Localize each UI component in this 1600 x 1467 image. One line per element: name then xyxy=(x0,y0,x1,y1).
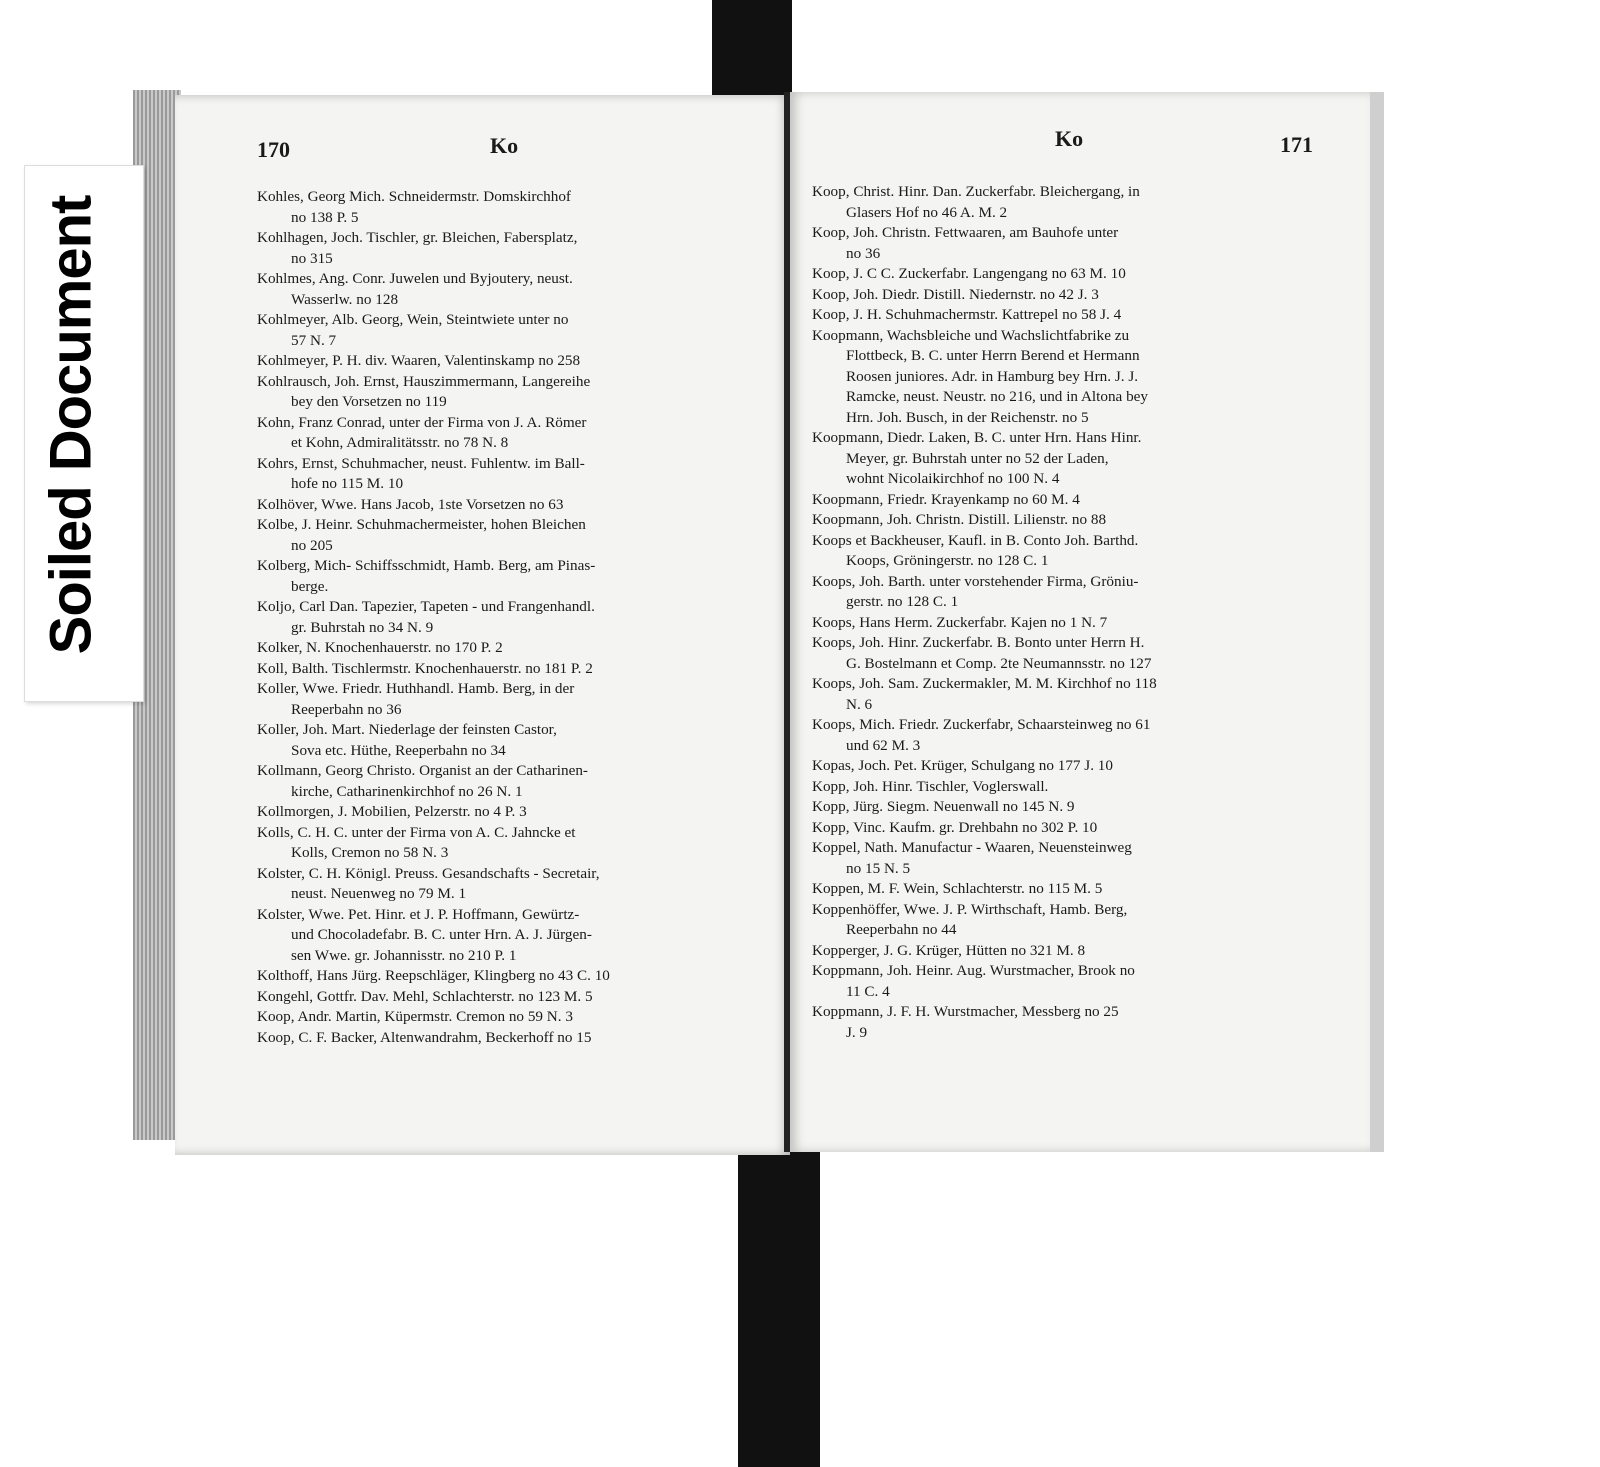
entry-line: Kolster, Wwe. Pet. Hinr. et J. P. Hoffmann, Gewürtz- xyxy=(257,905,580,923)
entry-continuation: hofe no 115 M. 10 xyxy=(291,475,404,492)
entry-continuation: 11 C. 4 xyxy=(846,982,890,1000)
directory-entry xyxy=(812,285,1312,306)
entry-line: Koop, Andr. Martin, Küpermstr. Cremon no 59 N. 3 xyxy=(257,1008,573,1025)
entry-line: Kohlmeyer, Alb. Georg, Wein, Steintwiete unter no xyxy=(257,311,569,328)
entry-line: Koller, Joh. Mart. Niederlage der feinsten Castor, xyxy=(257,721,557,738)
directory-entry xyxy=(812,572,1312,613)
entry-continuation: kirche, Catharinenkirchhof no 26 N. 1 xyxy=(291,782,523,800)
entry-line: Kopperger, J. G. Krüger, Hütten no 321 M. 8 xyxy=(812,941,1086,959)
entry-line: Kopp, Vinc. Kaufm. gr. Drehbahn no 302 P. 10 xyxy=(812,818,1098,836)
entry-continuation: Sova etc. Hüthe, Reeperbahn no 34 xyxy=(291,741,506,759)
directory-entry xyxy=(812,941,1312,962)
entry-line: Kopp, Joh. Hinr. Tischler, Voglerswall. xyxy=(812,777,1049,795)
directory-entry xyxy=(257,556,777,597)
directory-entry xyxy=(257,454,777,495)
page-number-left: 170 xyxy=(257,137,290,162)
entry-line: Koop, Joh. Diedr. Distill. Niedernstr. no 42 J. 3 xyxy=(812,285,1099,303)
directory-entry xyxy=(257,864,777,905)
entry-line: Koop, J. C C. Zuckerfabr. Langengang no 63 M. 10 xyxy=(812,265,1126,282)
directory-entry xyxy=(257,597,777,638)
page-heading-left: Ko xyxy=(490,133,519,158)
entry-line: Kolthoff, Hans Jürg. Reepschläger, Klingberg no 43 C. 10 xyxy=(257,967,610,984)
entry-line: Kopp, Jürg. Siegm. Neuenwall no 145 N. 9 xyxy=(812,798,1075,815)
directory-entry xyxy=(257,1028,777,1049)
directory-entry xyxy=(257,720,777,761)
directory-entry xyxy=(812,900,1312,941)
directory-entry xyxy=(812,633,1312,674)
directory-entry xyxy=(812,510,1312,531)
entry-continuation: wohnt Nicolaikirchhof no 100 N. 4 xyxy=(846,470,1060,487)
entry-line: Koops, Joh. Sam. Zuckermakler, M. M. Kirchhof no 118 xyxy=(812,675,1157,692)
entry-continuation: Roosen juniores. Adr. in Hamburg bey Hrn. J. J. xyxy=(846,367,1139,385)
directory-entry xyxy=(257,372,777,413)
entry-line: Koljo, Carl Dan. Tapezier, Tapeten - und Frangenhandl. xyxy=(257,598,595,615)
entry-line: Koop, C. F. Backer, Altenwandrahm, Beckerhoff no 15 xyxy=(257,1028,592,1046)
directory-entry xyxy=(257,351,777,372)
entry-continuation: Wasserlw. no 128 xyxy=(291,290,399,308)
directory-entry xyxy=(812,777,1312,798)
directory-entry xyxy=(257,987,777,1008)
entry-line: Koller, Wwe. Friedr. Huthhandl. Hamb. Berg, in der xyxy=(257,680,575,697)
entry-continuation: 57 N. 7 xyxy=(291,331,337,349)
page-number-right: 171 xyxy=(1280,132,1313,157)
entry-continuation: gerstr. no 128 C. 1 xyxy=(846,593,959,610)
entry-line: Kohn, Franz Conrad, unter der Firma von J. A. Römer xyxy=(257,413,587,431)
entry-line: Kolberg, Mich- Schiffsschmidt, Hamb. Berg, am Pinas- xyxy=(257,557,596,574)
directory-entry xyxy=(257,495,777,516)
directory-entry xyxy=(257,413,777,454)
entry-continuation: G. Bostelmann et Comp. 2te Neumannsstr. no 127 xyxy=(846,654,1152,672)
entry-continuation: Flottbeck, B. C. unter Herrn Berend et Hermann xyxy=(846,347,1140,364)
entry-line: Koop, J. H. Schuhmachermstr. Kattrepel no 58 J. 4 xyxy=(812,306,1122,323)
entry-continuation: no 205 xyxy=(291,536,333,554)
entry-line: Kolster, C. H. Königl. Preuss. Gesandschafts - Secretair, xyxy=(257,864,600,882)
directory-entry xyxy=(257,1007,777,1028)
entry-line: Kohrs, Ernst, Schuhmacher, neust. Fuhlentw. im Ball- xyxy=(257,454,585,472)
directory-entry xyxy=(812,305,1312,326)
entry-line: Koll, Balth. Tischlermstr. Knochenhauerstr. no 181 P. 2 xyxy=(257,659,593,677)
entry-continuation: Koops, Gröningerstr. no 128 C. 1 xyxy=(846,552,1049,569)
directory-entry xyxy=(257,659,777,680)
directory-entry xyxy=(257,228,777,269)
entry-continuation: Meyer, gr. Buhrstah unter no 52 der Laden, xyxy=(846,449,1109,467)
entry-line: Koopmann, Joh. Christn. Distill. Lilienstr. no 88 xyxy=(812,511,1107,528)
bookmark-ribbon-bottom xyxy=(738,1120,820,1467)
bookmark-ribbon-top xyxy=(712,0,792,100)
entry-continuation: no 36 xyxy=(846,244,881,262)
directory-entry xyxy=(812,182,1312,223)
left-page xyxy=(175,95,790,1155)
entry-line: Kohlmes, Ang. Conr. Juwelen und Byjoutery, neust. xyxy=(257,270,573,287)
directory-entry xyxy=(257,515,777,556)
entry-line: Kolker, N. Knochenhauerstr. no 170 P. 2 xyxy=(257,639,503,656)
entry-continuation: Reeperbahn no 36 xyxy=(291,700,402,718)
directory-entry xyxy=(257,823,777,864)
directory-entry xyxy=(812,1002,1312,1043)
directory-entry xyxy=(812,879,1312,900)
entry-line: Koopmann, Wachsbleiche und Wachslichtfabrike zu xyxy=(812,326,1130,344)
directory-entry xyxy=(257,187,777,228)
entry-continuation: J. 9 xyxy=(846,1023,868,1041)
entry-line: Koops, Joh. Hinr. Zuckerfabr. B. Bonto unter Herrn H. xyxy=(812,634,1145,651)
entry-line: Koppel, Nath. Manufactur - Waaren, Neuensteinweg xyxy=(812,839,1132,856)
directory-entry xyxy=(812,490,1312,511)
entry-line: Kollmann, Georg Christo. Organist an der Catharinen- xyxy=(257,762,588,779)
entry-continuation: Hrn. Joh. Busch, in der Reichenstr. no 5 xyxy=(846,408,1089,426)
entry-line: Kohlrausch, Joh. Ernst, Hauszimmermann, Langereihe xyxy=(257,372,591,390)
entry-continuation: Kolls, Cremon no 58 N. 3 xyxy=(291,844,449,861)
entry-continuation: N. 6 xyxy=(846,695,873,713)
entry-continuation: berge. xyxy=(291,577,329,595)
directory-entry xyxy=(812,961,1312,1002)
entry-line: Koops, Mich. Friedr. Zuckerfabr, Schaarsteinweg no 61 xyxy=(812,716,1151,733)
directory-entry xyxy=(257,905,777,967)
entry-continuation: neust. Neuenweg no 79 M. 1 xyxy=(291,885,467,902)
directory-entry xyxy=(257,310,777,351)
directory-entry xyxy=(812,531,1312,572)
entry-continuation: sen Wwe. gr. Johannisstr. no 210 P. 1 xyxy=(291,946,517,964)
entry-line: Koopmann, Friedr. Krayenkamp no 60 M. 4 xyxy=(812,490,1080,508)
entry-line: Kohles, Georg Mich. Schneidermstr. Domskirchhof xyxy=(257,188,571,205)
entry-continuation: und 62 M. 3 xyxy=(846,736,921,754)
entry-line: Kongehl, Gottfr. Dav. Mehl, Schlachterstr. no 123 M. 5 xyxy=(257,987,593,1005)
entry-line: Kohlmeyer, P. H. div. Waaren, Valentinskamp no 258 xyxy=(257,352,581,369)
entry-continuation: gr. Buhrstah no 34 N. 9 xyxy=(291,618,434,636)
entry-line: Kolbe, J. Heinr. Schuhmachermeister, hohen Bleichen xyxy=(257,516,586,533)
entry-continuation: no 15 N. 5 xyxy=(846,859,911,877)
entry-line: Koppenhöffer, Wwe. J. P. Wirthschaft, Hamb. Berg, xyxy=(812,900,1128,918)
directory-entry xyxy=(812,326,1312,429)
directory-entry xyxy=(257,966,777,987)
page-heading-right: Ko xyxy=(1055,126,1084,151)
entry-line: Kolhöver, Wwe. Hans Jacob, 1ste Vorsetzen no 63 xyxy=(257,495,564,513)
entry-continuation: Reeperbahn no 44 xyxy=(846,921,957,938)
directory-entry xyxy=(812,428,1312,490)
entry-line: Koops et Backheuser, Kaufl. in B. Conto Joh. Barthd. xyxy=(812,531,1139,549)
entry-line: Koopmann, Diedr. Laken, B. C. unter Hrn. Hans Hinr. xyxy=(812,429,1142,446)
entry-line: Koppmann, J. F. H. Wurstmacher, Messberg no 25 xyxy=(812,1003,1119,1020)
directory-entry xyxy=(257,638,777,659)
soiled-document-text: Soiled Document xyxy=(38,195,104,655)
entry-line: Kolls, C. H. C. unter der Firma von A. C. Jahncke et xyxy=(257,823,576,841)
directory-entry xyxy=(812,613,1312,634)
entry-line: Kohlhagen, Joch. Tischler, gr. Bleichen, Fabersplatz, xyxy=(257,229,578,246)
right-entries xyxy=(812,182,1312,1043)
entry-continuation: no 315 xyxy=(291,249,333,267)
entry-continuation: Ramcke, neust. Neustr. no 216, und in Altona bey xyxy=(846,388,1149,405)
entry-line: Koops, Hans Herm. Zuckerfabr. Kajen no 1 N. 7 xyxy=(812,613,1108,631)
entry-line: Kollmorgen, J. Mobilien, Pelzerstr. no 4 P. 3 xyxy=(257,803,527,820)
entry-line: Kopas, Joch. Pet. Krüger, Schulgang no 177 J. 10 xyxy=(812,757,1113,774)
directory-entry xyxy=(812,715,1312,756)
directory-entry xyxy=(812,797,1312,818)
left-entries xyxy=(257,187,777,1048)
entry-line: Koop, Christ. Hinr. Dan. Zuckerfabr. Bleichergang, in xyxy=(812,183,1140,200)
entry-line: Koppmann, Joh. Heinr. Aug. Wurstmacher, Brook no xyxy=(812,962,1135,979)
directory-entry xyxy=(257,269,777,310)
directory-entry xyxy=(812,264,1312,285)
entry-line: Koops, Joh. Barth. unter vorstehender Firma, Gröniu- xyxy=(812,572,1139,590)
entry-line: Koop, Joh. Christn. Fettwaaren, am Bauhofe unter xyxy=(812,224,1119,241)
entry-continuation: no 138 P. 5 xyxy=(291,208,359,226)
directory-entry xyxy=(257,802,777,823)
directory-entry xyxy=(812,838,1312,879)
entry-continuation: Glasers Hof no 46 A. M. 2 xyxy=(846,203,1008,221)
entry-continuation: et Kohn, Admiralitätsstr. no 78 N. 8 xyxy=(291,434,509,451)
directory-entry xyxy=(812,818,1312,839)
entry-continuation: und Chocoladefabr. B. C. unter Hrn. A. J. Jürgen- xyxy=(291,926,592,943)
entry-continuation: bey den Vorsetzen no 119 xyxy=(291,393,447,410)
directory-entry xyxy=(812,756,1312,777)
directory-entry xyxy=(257,679,777,720)
directory-entry xyxy=(812,674,1312,715)
directory-entry xyxy=(812,223,1312,264)
directory-entry xyxy=(257,761,777,802)
right-page xyxy=(790,92,1384,1152)
entry-line: Koppen, M. F. Wein, Schlachterstr. no 115 M. 5 xyxy=(812,880,1103,897)
